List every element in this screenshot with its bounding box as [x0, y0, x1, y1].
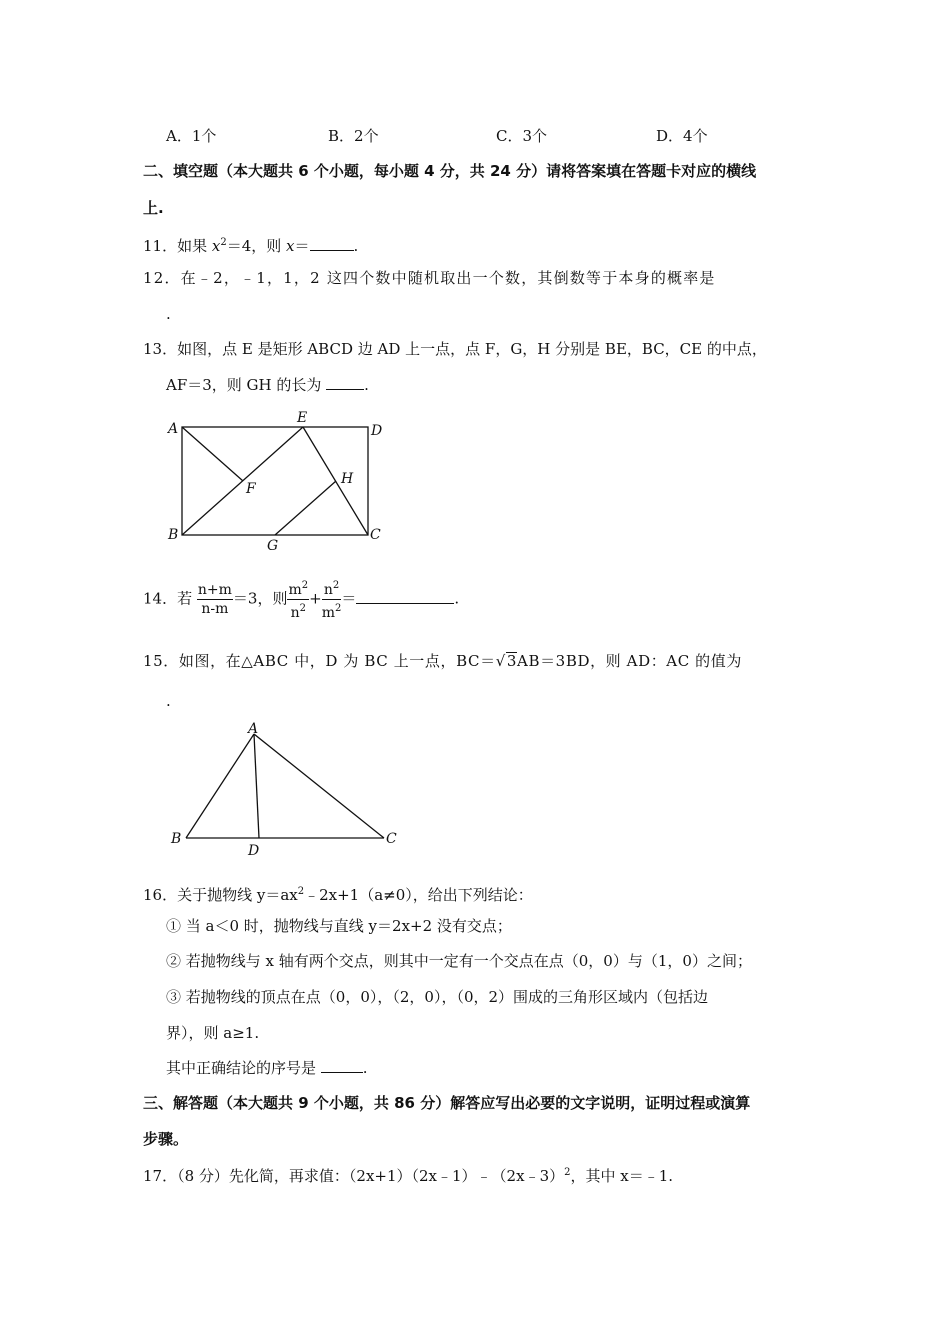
question-12: 12．在﹣2，﹣1，1，2 这四个数中随机取出一个数，其倒数等于本身的概率是	[143, 269, 716, 287]
question-16-item-3-cont: 界），则 a≥1.	[166, 1024, 260, 1042]
answer-blank	[356, 589, 454, 604]
section2-heading: 二、填空题（本大题共 6 个小题，每小题 4 分，共 24 分）请将答案填在答题卡对应的横线	[143, 162, 757, 180]
label-d: D	[371, 423, 383, 439]
question-17: 17．（8 分）先化简，再求值：（2x+1）（2x﹣1）﹣（2x﹣3）$^2$，其中 x＝﹣1.	[143, 1167, 674, 1185]
question-16-ask: 其中正确结论的序号是 .	[166, 1059, 368, 1077]
option-d: D．4个	[656, 127, 708, 145]
label-f: F	[246, 481, 256, 497]
option-b: B．2个	[328, 127, 379, 145]
answer-blank	[310, 236, 354, 251]
label-a: A	[168, 421, 179, 437]
answer-blank	[326, 375, 364, 390]
question-13: 13．如图，点 E 是矩形 ABCD 边 AD 上一点，点 F，G，H 分别是 BE，BC，CE 的中点，	[143, 340, 767, 358]
option-c: C．3个	[496, 127, 548, 145]
section3-heading: 三、解答题（本大题共 9 个小题，共 86 分）解答应写出必要的文字说明，证明过程或演算	[143, 1094, 751, 1112]
option-a: A．1个	[166, 127, 217, 145]
section3-heading-cont: 步骤。	[143, 1130, 189, 1148]
question-13-cont: AF＝3，则 GH 的长为 .	[166, 376, 369, 394]
label-a: A	[248, 721, 259, 737]
section2-heading-cont: 上.	[143, 199, 164, 217]
question-16-item-1: ① 当 a＜0 时，抛物线与直线 y＝2x+2 没有交点；	[166, 917, 512, 935]
question-16-item-2: ② 若抛物线与 x 轴有两个交点，则其中一定有一个交点在点（0，0）与（1，0）之间；	[166, 952, 752, 970]
figure-15	[160, 718, 410, 863]
question-11: 11．如果 $x^2=4$，则 x＝ .	[143, 237, 359, 255]
question-16: 16．关于抛物线 $y=ax^2﹣2x+1(a\ne 0)$，给出下列结论：	[143, 886, 533, 904]
question-16-item-3: ③ 若抛物线的顶点在点（0，0），（2，0），（0，2）围成的三角形区域内（包括边	[166, 988, 709, 1006]
fraction-3: $\frac{n^2}{m^2}$	[322, 577, 342, 622]
label-g: G	[267, 538, 279, 554]
label-b: B	[168, 527, 179, 543]
label-c: C	[386, 831, 397, 847]
figure-13	[160, 405, 400, 555]
label-h: H	[341, 471, 354, 487]
fraction-1: $\frac{n+m}{n-m}$	[197, 582, 232, 617]
label-d: D	[248, 843, 260, 859]
question-15: 15．如图，在△ABC 中，D 为 BC 上一点，BC＝√3AB＝3BD，则 AD：AC 的值为	[143, 652, 742, 670]
question-15-cont: .	[166, 692, 171, 710]
label-c: C	[370, 527, 381, 543]
sqrt-sign: √	[495, 652, 506, 670]
question-14: 14．若 $\frac{n+m}{n-m}$ ＝3，则 $\frac{m^2}{n^2}$ + $\frac{n^2}{m^2}$ ＝ .	[143, 577, 459, 622]
label-e: E	[297, 410, 308, 426]
question-12-cont: .	[166, 305, 171, 323]
answer-blank	[321, 1058, 363, 1073]
fraction-2: $\frac{m^2}{n^2}$	[287, 577, 309, 622]
label-b: B	[171, 831, 182, 847]
